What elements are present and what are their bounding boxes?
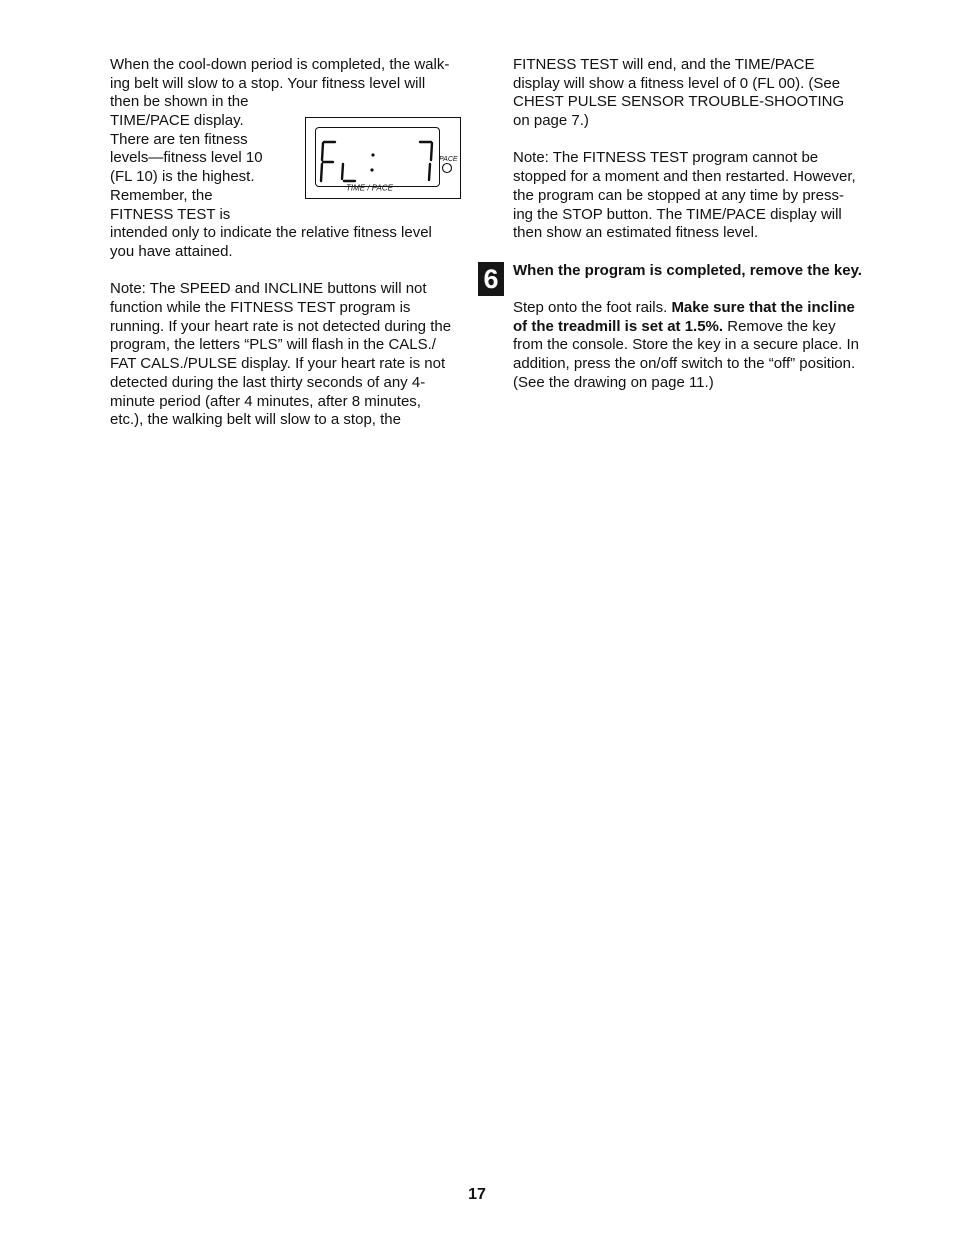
left-para1-line: then be shown in the — [110, 93, 249, 110]
right-para2-line: stopped for a moment and then restarted. However, — [513, 168, 856, 185]
step-body-line: (See the drawing on page 11.) — [513, 374, 714, 391]
step-heading: When the program is completed, remove the key. — [513, 262, 862, 279]
left-para2-line: function while the FITNESS TEST program is — [110, 299, 411, 316]
right-para1-line: display will show a fitness level of 0 (FL 00). (See — [513, 75, 841, 92]
left-para2-line: detected during the last thirty seconds of any 4- — [110, 374, 426, 391]
left-para2-line: etc.), the walking belt will slow to a stop, the — [110, 411, 401, 428]
right-para1-line: on page 7.) — [513, 112, 589, 129]
time-pace-display-illustration — [305, 117, 461, 199]
right-para2-line: the program can be stopped at any time by press- — [513, 187, 845, 204]
right-para1-line: FITNESS TEST will end, and the TIME/PACE — [513, 56, 815, 73]
right-para1-line: CHEST PULSE SENSOR TROUBLE-SHOOTING — [513, 93, 845, 110]
left-para1-line: intended only to indicate the relative fitness level — [110, 224, 432, 241]
left-para1-line: TIME/PACE display. — [110, 112, 244, 129]
left-para2-line: minute period (after 4 minutes, after 8 minutes, — [110, 393, 421, 410]
left-para2-line: FAT CALS./PULSE display. If your heart rate is not — [110, 355, 446, 372]
left-para1-line: Remember, the — [110, 187, 213, 204]
right-para2-line: Note: The FITNESS TEST program cannot be — [513, 149, 819, 166]
left-para1-line: ing belt will slow to a stop. Your fitness level will — [110, 75, 426, 92]
right-para2-line: then show an estimated fitness level. — [513, 224, 759, 241]
pace-indicator-light — [443, 164, 452, 173]
lcd-colon — [370, 153, 374, 171]
step-text-plain: Step onto the foot rails. — [513, 299, 672, 316]
lcd-digit-l — [342, 164, 355, 181]
left-para2-line: program, the letters “PLS” will flash in the CALS./ — [110, 336, 436, 353]
step-body-line — [513, 317, 836, 336]
pace-indicator-label: PACE — [439, 156, 458, 163]
step-body-line: from the console. Store the key in a secure place. In — [513, 336, 860, 353]
display-caption: TIME / PACE — [346, 183, 393, 193]
lcd-digit-seven — [420, 142, 432, 180]
step-number-badge: 6 — [478, 262, 504, 296]
left-para2-line: running. If your heart rate is not detected during the — [110, 318, 452, 335]
left-para1-line: levels—fitness level 10 — [110, 149, 263, 166]
lcd-digit-f — [321, 142, 335, 181]
page-number: 17 — [468, 1186, 486, 1203]
step-text-plain: Remove the key — [723, 318, 836, 335]
left-para1-line: you have attained. — [110, 243, 233, 260]
step-body-line: addition, press the on/off switch to the “off” position. — [513, 355, 856, 372]
step-text-emphasis: Make sure that the incline — [671, 299, 855, 316]
left-para1-line: There are ten fitness — [110, 131, 248, 148]
step-body-line — [513, 298, 855, 317]
step-text-emphasis: of the treadmill is set at 1.5%. — [513, 318, 724, 335]
left-para2-line: Note: The SPEED and INCLINE buttons will not — [110, 280, 427, 297]
left-para1-line: When the cool-down period is completed, the walk- — [110, 56, 450, 73]
left-para1-line: FITNESS TEST is — [110, 206, 231, 223]
left-para1-line: (FL 10) is the highest. — [110, 168, 255, 185]
lcd-readout-drawing — [306, 118, 460, 198]
right-para2-line: ing the STOP button. The TIME/PACE display will — [513, 206, 842, 223]
